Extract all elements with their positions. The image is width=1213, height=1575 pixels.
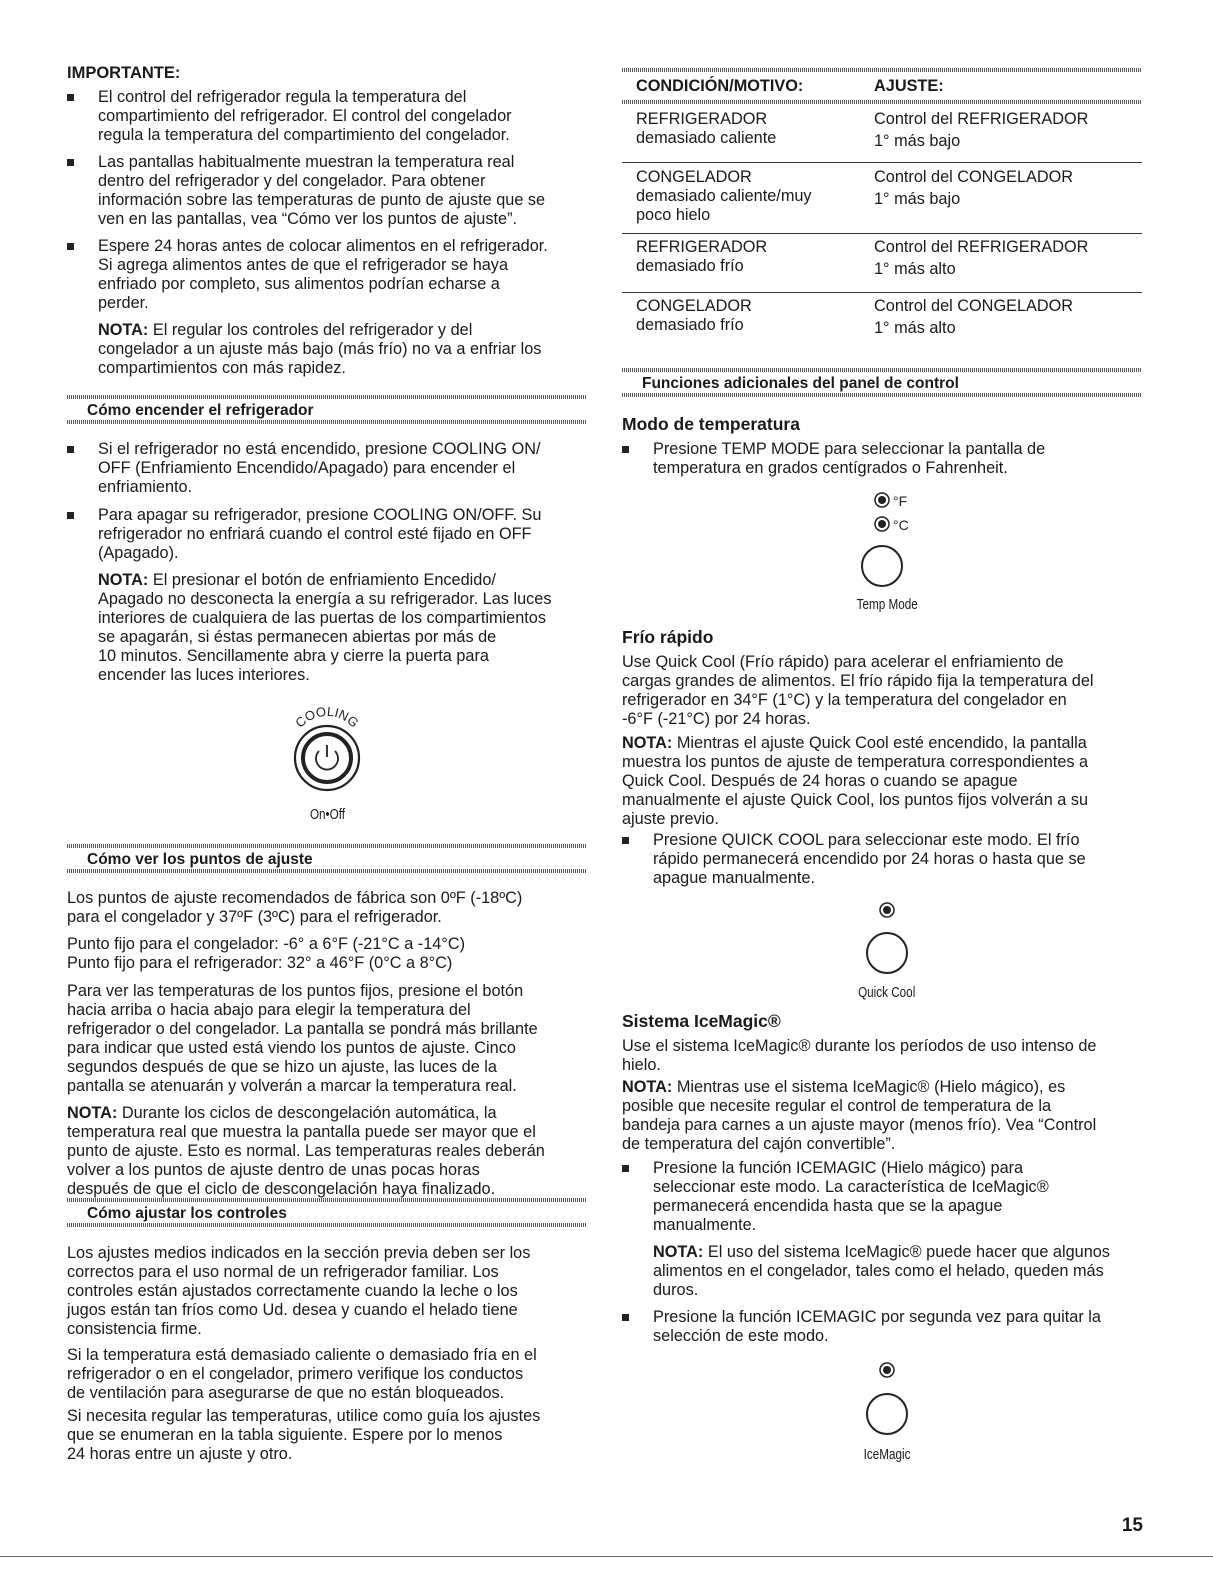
adjust-para-3: Si necesita regular las temperaturas, utilice como guía los ajustes que se enumeran en la tabla siguiente. Espere por lo menos 24 horas entre un ajuste y otro. (67, 1407, 541, 1463)
section-heading-adjust-controls: Cómo ajustar los controles (67, 1198, 587, 1227)
page-number: 15 (1121, 1515, 1143, 1536)
icemagic-button-illustration (827, 1360, 947, 1464)
quick-cool-bullet: Presione QUICK COOL para seleccionar este modo. El frío rápido permanecerá encendido por 24 horas o hasta que se apague manualmente. (622, 831, 1153, 888)
quick-cool-button-icon (867, 933, 907, 973)
note-icemagic-hard-food: NOTA: El uso del sistema IceMagic® puede hacer que algunos alimentos en el congelador, tales como el helado, queden más duros. (653, 1243, 1110, 1299)
section-heading-view-setpoints: Cómo ver los puntos de ajuste (67, 844, 587, 873)
table-divider (622, 292, 1142, 293)
power-icon (257, 694, 397, 802)
table-divider (622, 233, 1142, 234)
icemagic-heading: Sistema IceMagic® (622, 1011, 781, 1031)
temp-mode-button-illustration (827, 488, 947, 614)
section-heading-turn-on: Cómo encender el refrigerador (67, 395, 587, 424)
on-off-caption: On•Off (309, 806, 345, 823)
temp-mode-button-icon (862, 546, 902, 586)
view-para-1: Los puntos de ajuste recomendados de fábrica son 0ºF (-18ºC) para el congelador y 37ºF (3ºC) para el refrigerador. (67, 889, 523, 926)
adjust-para-1: Los ajustes medios indicados en la sección previa deben ser los correctos para el uso normal de un refrigerador familiar. Los controles están ajustados correctamente cuando la leche o los jugos están tan fríos como Ud. desea y cuando el helado tiene consistencia firme. (67, 1244, 531, 1338)
celsius-label: °C (893, 517, 909, 533)
note-icemagic-meat-drawer: NOTA: Mientras use el sistema IceMagic® (Hielo mágico), es posible que necesite regular el control de temperatura de la bandeja para carnes a un ajuste mayor (menos frío). Vea “Control de temperatura del cajón convertible”. (622, 1078, 1097, 1153)
quick-cool-caption: Quick Cool (858, 984, 916, 1001)
fahrenheit-label: °F (893, 493, 908, 509)
cooling-on-off-button-illustration (257, 694, 397, 824)
important-bullet-1: El control del refrigerador regula la temperatura del compartimiento del refrigerador. El control del congelador regula la temperatura del compartimiento del congelador. (67, 88, 598, 145)
note-power: NOTA: El presionar el botón de enfriamiento Encedido/ Apagado no desconecta la energía a su refrigerador. Las luces interiores de cualquiera de las puertas de los compartimientos se apagarán, si éstas permanecen abiertas por más de 10 minutos. Sencillamente abra y cierre la puerta para encender las luces interiores. (98, 571, 552, 684)
icemagic-bullet-1: Presione la función ICEMAGIC (Hielo mágico) para seleccionar este modo. La característica de IceMagic® permanecerá encendida hasta que se la apague manualmente. (622, 1159, 1153, 1235)
turn-on-bullet-1: Si el refrigerador no está encendido, presione COOLING ON/ OFF (Enfriamiento Encendido/Apagado) para encender el enfriamiento. (67, 440, 598, 497)
temp-mode-caption: Temp Mode (856, 596, 918, 613)
important-heading: IMPORTANTE: (67, 64, 181, 82)
temp-mode-heading: Modo de temperatura (622, 414, 800, 434)
important-bullet-3: Espere 24 horas antes de colocar alimentos en el refrigerador. Si agrega alimentos antes de que el refrigerador se haya enfriado por completo, sus alimentos podrían echarse a perder. (67, 237, 598, 313)
note-quick-cool: NOTA: Mientras el ajuste Quick Cool esté encendido, la pantalla muestra los puntos de ajuste de temperatura correspondientes a Quick Cool. Después de 24 horas o cuando se apague manualmente el ajuste Quick Cool, los puntos fijos volverán a su ajuste previo. (622, 734, 1089, 828)
table-col-condition: CONDICIÓN/MOTIVO: (636, 77, 804, 95)
footer-rule (0, 1556, 1213, 1557)
view-para-2: Punto fijo para el congelador: -6° a 6°F (-21°C a -14°C) Punto fijo para el refrigerador: 32° a 46°F (0°C a 8°C) (67, 935, 465, 972)
view-para-3: Para ver las temperaturas de los puntos fijos, presione el botón hacia arriba o hacia abajo para elegir la temperatura del refrigerador o del congelador. La pantalla se pondrá más brillante para indicar que usted está viendo los puntos de ajuste. Cinco segundos después de que se hizo un ajuste, las luces de la pantalla se atenuarán y volverán a marcar la temperatura real. (67, 982, 538, 1095)
note-defrost: NOTA: Durante los ciclos de descongelación automática, la temperatura real que muestra la pantalla puede ser mayor que el punto de ajuste. Esto es normal. Las temperaturas reales deberán volver a los puntos de ajuste dentro de unas pocas horas después de que el ciclo de descongelación haya finalizado. (67, 1104, 545, 1198)
turn-on-bullet-2: Para apagar su refrigerador, presione COOLING ON/OFF. Su refrigerador no enfriará cuando el control esté fijado en OFF (Apagado). (67, 506, 598, 563)
temp-mode-bullet: Presione TEMP MODE para seleccionar la pantalla de temperatura en grados centígrados o Fahrenheit. (622, 440, 1153, 478)
quick-cool-button-illustration (827, 898, 947, 1002)
icemagic-button-icon (867, 1394, 907, 1434)
section-heading-additional-functions: Funciones adicionales del panel de control (622, 368, 1142, 397)
adjust-table-header (622, 68, 1142, 104)
quick-cool-heading: Frío rápido (622, 627, 714, 647)
note-cooling-adjust: NOTA: El regular los controles del refrigerador y del congelador a un ajuste más bajo (más frío) no va a enfriar los compartimientos con más rapidez. (98, 321, 542, 377)
icemagic-bullet-2: Presione la función ICEMAGIC por segunda vez para quitar la selección de este modo. (622, 1308, 1153, 1346)
cooling-arc-label: COOLING (292, 703, 362, 731)
adjust-para-2: Si la temperatura está demasiado caliente o demasiado fría en el refrigerador o en el congelador, primero verifique los conductos de ventilación para asegurarse de que no están bloqueados. (67, 1346, 537, 1402)
table-divider (622, 162, 1142, 163)
table-col-adjust: AJUSTE: (874, 77, 944, 95)
icemagic-caption: IceMagic (863, 1446, 911, 1463)
important-bullet-2: Las pantallas habitualmente muestran la temperatura real dentro del refrigerador y del congelador. Para obtener información sobre las temperaturas de punto de ajuste que se ven en las pantallas, vea “Cómo ver los puntos de ajuste”. (67, 153, 598, 229)
icemagic-para: Use el sistema IceMagic® durante los períodos de uso intenso de hielo. (622, 1037, 1097, 1074)
quick-cool-para: Use Quick Cool (Frío rápido) para acelerar el enfriamiento de cargas grandes de alimentos. El frío rápido fija la temperatura del refrigerador en 34°F (1°C) y la temperatura del congelador en -6°F (-21°C) por 24 horas. (622, 653, 1094, 728)
